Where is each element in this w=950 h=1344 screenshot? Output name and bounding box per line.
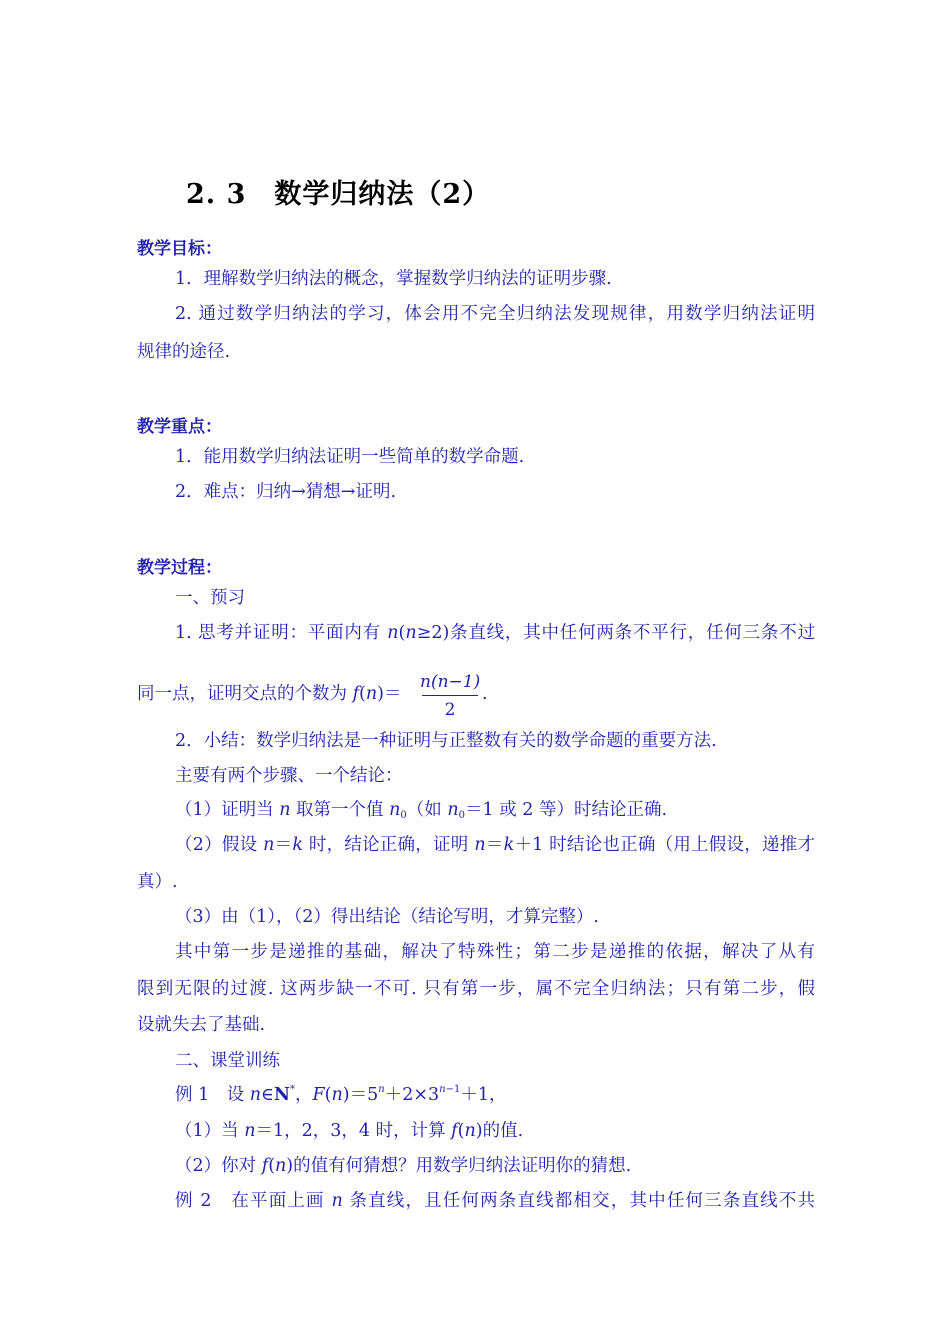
question-1-period: . (482, 684, 488, 704)
step-1: （1）证明当 n 取第一个值 $n_0$（如 $n_0=1$ 或 2 等）时结论正确. (175, 800, 668, 821)
key-points-heading: 教学重点： (137, 417, 222, 437)
step-3: （3）由（1），（2）得出结论（结论写明，才算完整）. (175, 907, 599, 927)
page-title: 2. 3 数学归纳法（2） (186, 179, 491, 210)
objective-item-1: 1．理解数学归纳法的概念，掌握数学归纳法的证明步骤. (175, 269, 612, 289)
section-practice: 二、课堂训练 (175, 1051, 280, 1071)
process-heading: 教学过程： (137, 558, 222, 578)
question-1-line-1: 1. 思考并证明：平面内有 n(n≥2)条直线，其中任何两条不平行，任何三条不过 (175, 623, 816, 643)
explanation-line-1: 其中第一步是递推的基础，解决了特殊性；第二步是递推的依据，解决了从有 (175, 942, 815, 962)
example-1-question-2: （2）你对 f(n)的值有何猜想？用数学归纳法证明你的猜想. (175, 1156, 632, 1176)
example-1-question-1: （1）当 n＝1，2，3，4 时，计算 f(n)的值. (175, 1121, 524, 1141)
summary-line: 2．小结：数学归纳法是一种证明与正整数有关的数学命题的重要方法. (175, 731, 717, 751)
question-1-line-2: 同一点，证明交点的个数为 f(n)＝ (137, 684, 402, 704)
step-2-line-2: 真）. (137, 872, 178, 892)
example-1: 例 1 设 n∈N*，$F(n)=5^n+2\times 3^{n-1}+1$， (175, 1084, 507, 1105)
section-preview: 一、预习 (175, 588, 245, 608)
explanation-line-3: 设就失去了基础. (137, 1015, 266, 1035)
steps-intro: 主要有两个步骤、一个结论： (175, 766, 403, 786)
example-2: 例 2 在平面上画 n 条直线，且任何两条直线都相交，其中任何三条直线不共 (175, 1191, 816, 1211)
step-2-line-1: （2）假设 n＝k 时，结论正确，证明 n＝k＋1 时结论也正确（用上假设，递推才 (175, 835, 816, 855)
objective-item-2-line-1: 2. 通过数学归纳法的学习，体会用不完全归纳法发现规律，用数学归纳法证明 (175, 304, 815, 324)
fraction-bar (422, 695, 478, 696)
objectives-heading: 教学目标： (137, 239, 222, 259)
objective-item-2-line-2: 规律的途径. (137, 342, 231, 362)
explanation-line-2: 限到无限的过渡. 这两步缺一不可. 只有第一步，属不完全归纳法；只有第二步，假 (137, 979, 815, 999)
key-point-item-2: 2．难点：归纳→猜想→证明. (175, 482, 397, 502)
key-point-item-1: 1．能用数学归纳法证明一些简单的数学命题. (175, 447, 525, 467)
fraction-numerator: n(n−1) (420, 672, 481, 692)
fraction-denominator: 2 (444, 700, 456, 720)
intersection-count-fraction (420, 671, 480, 720)
